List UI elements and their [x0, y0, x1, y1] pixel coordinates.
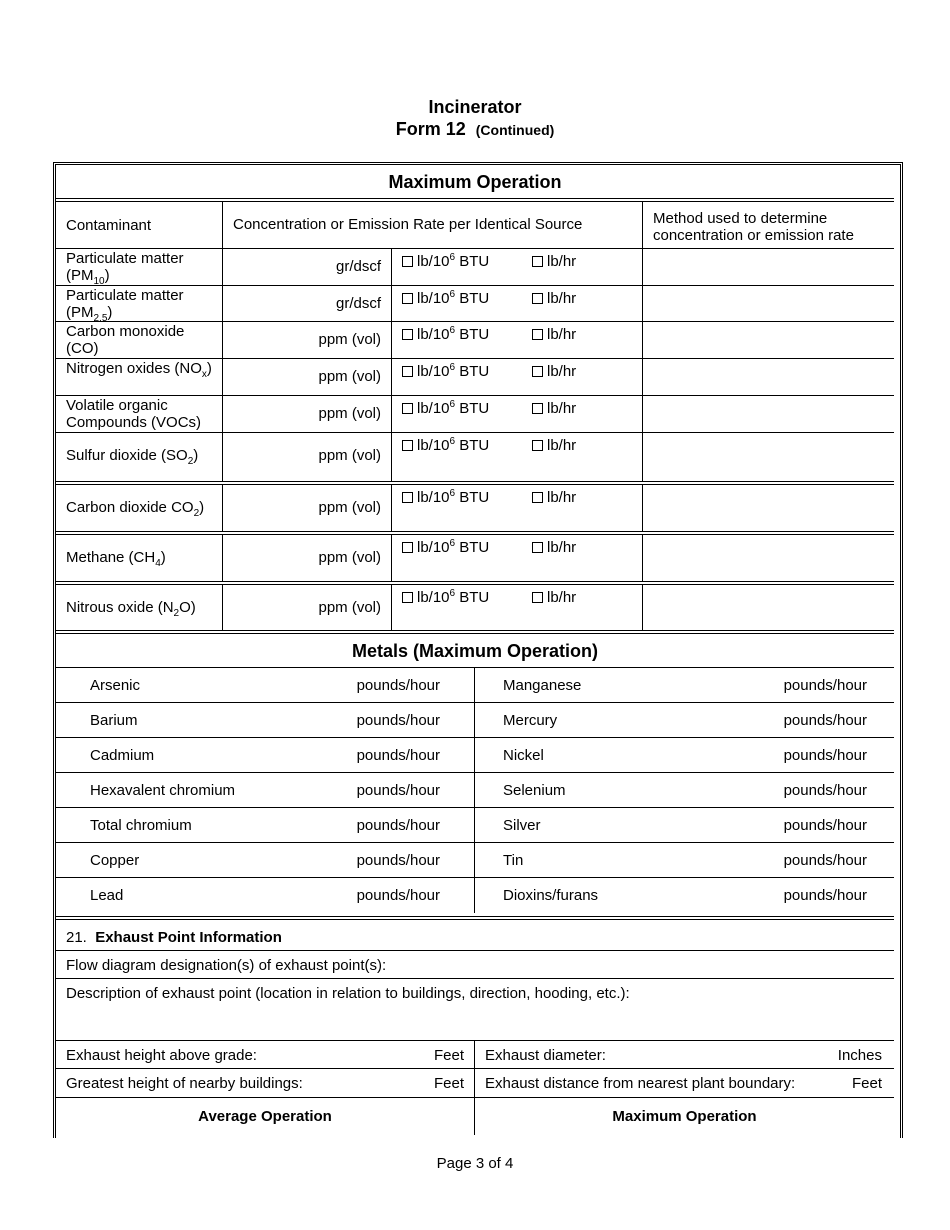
checkbox-icon — [532, 256, 543, 267]
form-number: Form 12 (Continued) — [395, 119, 555, 139]
checkbox-icon — [402, 492, 413, 503]
rate-options — [391, 433, 642, 481]
rate-options — [391, 396, 642, 432]
concentration-unit: ppm (vol) — [318, 368, 381, 385]
metal-unit: pounds/hour — [356, 712, 440, 729]
metal-left-field[interactable] — [56, 668, 474, 702]
concentration-unit: ppm (vol) — [318, 331, 381, 348]
metal-left-field[interactable] — [56, 808, 474, 842]
metal-row — [56, 877, 894, 913]
concentration-unit: ppm (vol) — [318, 599, 381, 616]
exhaust-description-label: Description of exhaust point (location in relation to buildings, direction, hooding, etc.): — [66, 985, 630, 1002]
metal-unit: pounds/hour — [783, 817, 867, 834]
metal-right-field[interactable] — [474, 738, 894, 772]
lb-per-hr-checkbox[interactable]: lb/hr — [532, 363, 576, 380]
metal-unit: pounds/hour — [356, 747, 440, 764]
metal-unit: pounds/hour — [356, 887, 440, 904]
metal-right-field[interactable] — [474, 703, 894, 737]
metal-row — [56, 772, 894, 807]
metal-name: Mercury — [503, 712, 558, 729]
concentration-unit: ppm (vol) — [318, 499, 381, 516]
exhaust-description-row[interactable] — [56, 978, 894, 1040]
checkbox-icon — [532, 592, 543, 603]
metal-right-field[interactable] — [474, 808, 894, 842]
concentration-unit: ppm (vol) — [318, 549, 381, 566]
lb-per-hr-checkbox[interactable]: lb/hr — [532, 589, 576, 606]
metal-name: Nickel — [503, 747, 544, 764]
checkbox-icon — [532, 366, 543, 377]
max-operation-title: Maximum Operation — [388, 172, 562, 192]
lb-per-hr-checkbox[interactable]: lb/hr — [532, 290, 576, 307]
contaminant-name: Nitrogen oxides $(NO_x)$ — [66, 360, 212, 380]
metal-name: Manganese — [503, 677, 582, 694]
rate-options — [391, 359, 642, 395]
operation-header-row — [56, 1097, 894, 1135]
metals-title-row — [56, 630, 894, 668]
concentration-unit: ppm (vol) — [318, 405, 381, 422]
contaminant-row — [56, 248, 894, 285]
rate-options — [391, 322, 642, 358]
concentration-unit: ppm (vol) — [318, 447, 381, 464]
metal-unit: pounds/hour — [783, 712, 867, 729]
form-title: Incinerator — [428, 97, 522, 117]
max-operation-title-row — [56, 165, 894, 199]
lb-per-hr-checkbox[interactable]: lb/hr — [532, 539, 576, 556]
concentration-input[interactable] — [222, 249, 391, 285]
metal-right-field[interactable] — [474, 878, 894, 913]
maximum-operation-header: Maximum Operation — [474, 1098, 894, 1135]
exhaust-section-title: 21. Exhaust Point Information — [66, 929, 282, 946]
concentration-input[interactable] — [222, 535, 391, 581]
contaminant-row — [56, 395, 894, 432]
metal-name: Tin — [503, 852, 524, 869]
metal-left-field[interactable] — [56, 738, 474, 772]
metal-unit: pounds/hour — [783, 887, 867, 904]
lb-per-mmbtu-checkbox[interactable]: $lb/10^6$ BTU — [402, 363, 489, 380]
metal-left-field[interactable] — [56, 878, 474, 913]
metal-row — [56, 667, 894, 702]
contaminant-name: Particulate matter $(PM_{2.5})$ — [66, 287, 184, 324]
metal-row — [56, 807, 894, 842]
metal-unit: pounds/hour — [356, 677, 440, 694]
checkbox-icon — [402, 440, 413, 451]
method-input[interactable] — [642, 433, 894, 481]
metal-unit: pounds/hour — [783, 852, 867, 869]
metals-title: Metals (Maximum Operation) — [351, 641, 599, 661]
metal-name: Hexavalent chromium — [90, 782, 236, 799]
metal-right-field[interactable] — [474, 773, 894, 807]
method-input[interactable] — [642, 585, 894, 631]
lb-per-hr-checkbox[interactable]: lb/hr — [532, 253, 576, 270]
checkbox-icon — [532, 329, 543, 340]
lb-per-mmbtu-checkbox[interactable]: $lb/10^6$ BTU — [402, 290, 489, 307]
concentration-input[interactable] — [222, 396, 391, 432]
metal-unit: pounds/hour — [356, 852, 440, 869]
exhaust-diameter-unit: Inches — [837, 1047, 882, 1064]
checkbox-icon — [402, 592, 413, 603]
contaminant-row — [56, 358, 894, 395]
contaminant-column-header: Contaminant — [66, 217, 152, 234]
rate-options — [391, 485, 642, 531]
contaminant-name: Carbon dioxide $CO_2$) — [66, 499, 205, 519]
metal-name: Selenium — [503, 782, 566, 799]
checkbox-icon — [402, 256, 413, 267]
contaminant-name: Carbon monoxide (CO) — [66, 323, 185, 357]
checkbox-icon — [402, 403, 413, 414]
concentration-input[interactable] — [222, 322, 391, 358]
metal-row — [56, 737, 894, 772]
concentration-input[interactable] — [222, 485, 391, 531]
metal-left-field[interactable] — [56, 773, 474, 807]
rate-options — [391, 286, 642, 321]
metal-name: Lead — [90, 887, 124, 904]
lb-per-mmbtu-checkbox[interactable]: $lb/10^6$ BTU — [402, 326, 489, 343]
metal-row — [56, 842, 894, 877]
average-operation-header: Average Operation — [198, 1108, 332, 1125]
contaminant-name: Volatile organic Compounds (VOCs) — [66, 397, 202, 431]
method-input[interactable] — [642, 286, 894, 321]
method-input[interactable] — [642, 322, 894, 358]
contaminant-name: Particulate matter $(PM_{10})$ — [66, 250, 184, 287]
contaminant-name: Methane $(CH_4)$ — [66, 549, 166, 569]
nearby-buildings-unit: Feet — [433, 1075, 464, 1092]
page-number: Page 3 of 4 — [436, 1155, 514, 1172]
plant-boundary-label: Exhaust distance from nearest plant boundary: — [485, 1075, 796, 1092]
plant-boundary-unit: Feet — [851, 1075, 882, 1092]
metal-name: Total chromium — [90, 817, 192, 834]
method-input[interactable] — [642, 249, 894, 285]
contaminant-row — [56, 481, 894, 531]
exhaust-section-header — [56, 916, 894, 951]
concentration-column-header: Concentration or Emission Rate per Identical Source — [222, 202, 642, 248]
metal-left-field[interactable] — [56, 703, 474, 737]
concentration-unit: gr/dscf — [335, 295, 381, 312]
contaminant-name: Sulfur dioxide $(SO_2)$ — [66, 447, 199, 467]
metal-name: Cadmium — [90, 747, 155, 764]
metal-right-field[interactable] — [474, 668, 894, 702]
concentration-input[interactable] — [222, 359, 391, 395]
lb-per-hr-checkbox[interactable]: lb/hr — [532, 489, 576, 506]
lb-per-mmbtu-checkbox[interactable]: $lb/10^6$ BTU — [402, 437, 489, 454]
lb-per-mmbtu-checkbox[interactable]: $lb/10^6$ BTU — [402, 489, 489, 506]
method-column-header: Method used to determine concentration or emission rate — [642, 202, 894, 248]
metal-left-field[interactable] — [56, 843, 474, 877]
lb-per-mmbtu-checkbox[interactable]: $lb/10^6$ BTU — [402, 400, 489, 417]
flow-diagram-label: Flow diagram designation(s) of exhaust point(s): — [66, 957, 387, 974]
metal-unit: pounds/hour — [783, 677, 867, 694]
nearby-buildings-row — [56, 1068, 894, 1098]
checkbox-icon — [532, 492, 543, 503]
lb-per-hr-checkbox[interactable]: lb/hr — [532, 400, 576, 417]
flow-diagram-row — [56, 950, 894, 979]
metal-name: Barium — [90, 712, 138, 729]
lb-per-mmbtu-checkbox[interactable]: $lb/10^6$ BTU — [402, 589, 489, 606]
exhaust-height-unit: Feet — [433, 1047, 464, 1064]
checkbox-icon — [532, 542, 543, 553]
concentration-input[interactable] — [222, 585, 391, 631]
metal-name: Arsenic — [90, 677, 141, 694]
metal-right-field[interactable] — [474, 843, 894, 877]
contaminant-header-row — [56, 198, 894, 248]
contaminant-row — [56, 432, 894, 481]
contaminant-row — [56, 531, 894, 581]
checkbox-icon — [402, 293, 413, 304]
rate-options — [391, 585, 642, 631]
rate-options — [391, 535, 642, 581]
method-input[interactable] — [642, 359, 894, 395]
contaminant-row — [56, 321, 894, 358]
concentration-unit: gr/dscf — [335, 258, 381, 275]
method-input[interactable] — [642, 396, 894, 432]
method-input[interactable] — [642, 485, 894, 531]
nearby-buildings-label: Greatest height of nearby buildings: — [66, 1075, 303, 1092]
lb-per-mmbtu-checkbox[interactable]: $lb/10^6$ BTU — [402, 539, 489, 556]
concentration-input[interactable] — [222, 433, 391, 481]
metal-name: Dioxins/furans — [503, 887, 599, 904]
exhaust-diameter-label: Exhaust diameter: — [485, 1047, 606, 1064]
rate-options — [391, 249, 642, 285]
exhaust-height-label: Exhaust height above grade: — [66, 1047, 257, 1064]
contaminant-row — [56, 581, 894, 631]
lb-per-hr-checkbox[interactable]: lb/hr — [532, 326, 576, 343]
metal-unit: pounds/hour — [356, 817, 440, 834]
metal-name: Copper — [90, 852, 140, 869]
metal-unit: pounds/hour — [783, 747, 867, 764]
contaminant-name: Nitrous oxide $(N_2O)$ — [66, 599, 196, 619]
concentration-input[interactable] — [222, 286, 391, 321]
metal-unit: pounds/hour — [783, 782, 867, 799]
checkbox-icon — [532, 293, 543, 304]
method-input[interactable] — [642, 535, 894, 581]
exhaust-height-row — [56, 1040, 894, 1068]
metal-row — [56, 702, 894, 737]
lb-per-hr-checkbox[interactable]: lb/hr — [532, 437, 576, 454]
checkbox-icon — [402, 366, 413, 377]
checkbox-icon — [402, 542, 413, 553]
metal-unit: pounds/hour — [356, 782, 440, 799]
lb-per-mmbtu-checkbox[interactable]: $lb/10^6$ BTU — [402, 253, 489, 270]
contaminant-row — [56, 285, 894, 324]
checkbox-icon — [532, 440, 543, 451]
checkbox-icon — [532, 403, 543, 414]
metal-name: Silver — [503, 817, 541, 834]
checkbox-icon — [402, 329, 413, 340]
